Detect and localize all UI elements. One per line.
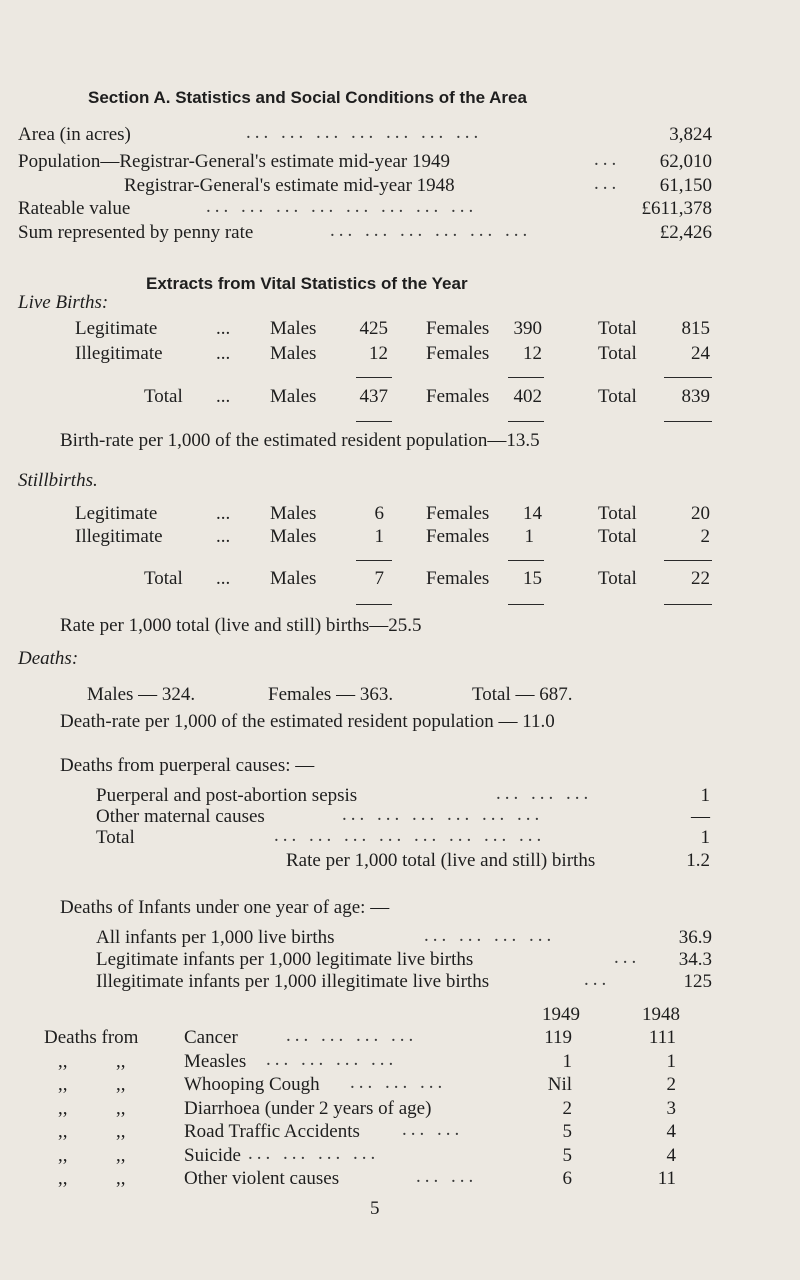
leader-dots: ... ... ... (350, 1072, 447, 1093)
birth-rate: Birth-rate per 1,000 of the estimated resident population—13.5 (60, 430, 540, 451)
penny-rate-value: £2,426 (659, 222, 712, 243)
leader-dots: ... ... ... ... (248, 1142, 380, 1164)
sum-rule (356, 604, 392, 605)
cause-1948-value: 111 (648, 1027, 676, 1048)
sum-rule (664, 377, 712, 378)
total-label: Total (598, 386, 637, 407)
sum-rule (508, 560, 544, 561)
ditto-mark: ,, (116, 1144, 126, 1166)
year-1948-header: 1948 (642, 1004, 680, 1025)
live-total-label: Total (144, 386, 183, 407)
males-label: Males (270, 568, 317, 589)
ditto-mark: ,, (116, 1050, 126, 1072)
ditto-mark: ,, (58, 1097, 68, 1119)
population-label: Population—Registrar-General's estimate mid-year 1949 (18, 151, 451, 172)
cause-1949-value: 5 (562, 1144, 572, 1166)
cause-label: Measles (184, 1050, 247, 1072)
live-legit-males: 425 (359, 318, 388, 339)
females-label: Females (426, 318, 490, 339)
infants-heading: Deaths of Infants under one year of age: — (60, 897, 390, 918)
other-maternal-label: Other maternal causes (96, 806, 265, 827)
population-1948-label: Registrar-General's estimate mid-year 1948 (124, 175, 455, 196)
ditto-mark: ,, (116, 1074, 126, 1095)
leader-dots: ... (584, 969, 611, 990)
sum-rule (508, 604, 544, 605)
live-births-heading: Live Births: (18, 292, 109, 313)
deaths-from-prefix: Deaths from (44, 1027, 139, 1048)
ditto-mark: ,, (116, 1097, 126, 1119)
leader-dots: ... ... ... ... (286, 1025, 418, 1046)
ditto-mark: ,, (58, 1121, 68, 1142)
puerperal-rate-value: 1.2 (686, 850, 710, 871)
legit-infants-label: Legitimate infants per 1,000 legitimate live births (96, 949, 474, 970)
still-legit-label: Legitimate (75, 503, 158, 524)
cause-1948-value: 1 (666, 1050, 676, 1072)
cause-1949-value: Nil (547, 1074, 572, 1095)
all-infants-label: All infants per 1,000 live births (96, 927, 335, 948)
males-label: Males (270, 318, 317, 339)
females-label: Females (426, 526, 490, 547)
total-label: Total (598, 503, 637, 524)
population-1948-value: 61,150 (659, 175, 712, 196)
leader-dots: ... (594, 149, 621, 170)
sum-rule (356, 421, 392, 422)
ditto-mark: ,, (58, 1168, 68, 1189)
live-total-total: 839 (681, 386, 710, 407)
illegit-infants-value: 125 (683, 971, 712, 992)
live-total-females: 402 (513, 386, 542, 407)
females-label: Females (426, 386, 490, 407)
still-total-label: Total (144, 568, 183, 589)
males-label: Males (270, 526, 317, 547)
leader-dots: ... (614, 947, 641, 968)
ellipsis: ... (216, 526, 231, 547)
ditto-mark: ,, (116, 1168, 126, 1189)
still-illegit-females: 1 (524, 526, 534, 547)
still-legit-females: 14 (523, 503, 542, 524)
death-rate: Death-rate per 1,000 of the estimated resident population — 11.0 (60, 711, 555, 732)
total-label: Total (598, 343, 637, 364)
cause-label: Other violent causes (184, 1168, 340, 1189)
total-label: Total (598, 318, 637, 339)
puerperal-total-value: 1 (700, 827, 710, 848)
stillbirths-heading: Stillbirths. (18, 470, 98, 491)
leader-dots: ... ... ... ... ... ... ... ... (274, 825, 546, 846)
cause-1948-value: 11 (657, 1168, 676, 1189)
ditto-mark: ,, (58, 1074, 68, 1095)
deaths-females: Females — 363. (268, 684, 394, 705)
cause-1949-value: 5 (562, 1121, 572, 1142)
deaths-total: Total — 687. (472, 684, 573, 705)
deaths-heading: Deaths: (18, 648, 79, 669)
cause-label: Whooping Cough (184, 1074, 320, 1095)
section-heading: Section A. Statistics and Social Conditions of the Area (88, 88, 527, 107)
sum-rule (356, 560, 392, 561)
ditto-mark: ,, (58, 1144, 68, 1166)
cause-1948-value: 4 (666, 1121, 676, 1142)
leader-dots: ... ... (402, 1119, 464, 1140)
penny-rate-label: Sum represented by penny rate (18, 222, 254, 243)
leader-dots: ... ... ... ... ... ... ... (246, 122, 483, 143)
cause-1949-value: 1 (562, 1050, 572, 1072)
vital-statistics-heading: Extracts from Vital Statistics of the Year (146, 274, 468, 293)
rateable-label: Rateable value (18, 198, 131, 219)
live-illegit-label: Illegitimate (75, 343, 163, 364)
live-legit-total: 815 (681, 318, 710, 339)
deaths-males: Males — 324. (87, 684, 196, 705)
live-illegit-males: 12 (369, 343, 388, 364)
leader-dots: ... ... ... ... ... ... (330, 220, 532, 241)
leader-dots: ... ... ... (496, 783, 593, 804)
live-legit-females: 390 (513, 318, 542, 339)
ellipsis: ... (216, 568, 231, 589)
all-infants-value: 36.9 (678, 927, 712, 948)
puerperal-total-label: Total (96, 827, 135, 848)
cause-label: Road Traffic Accidents (184, 1121, 360, 1142)
still-total-males: 7 (374, 568, 384, 589)
cause-label: Suicide (184, 1144, 241, 1166)
males-label: Males (270, 386, 317, 407)
leader-dots: ... ... (416, 1166, 478, 1187)
puerperal-heading: Deaths from puerperal causes: — (60, 755, 315, 776)
leader-dots: ... ... ... ... ... ... (342, 804, 544, 825)
ellipsis: ... (216, 503, 231, 524)
still-legit-males: 6 (374, 503, 384, 524)
still-total-total: 22 (691, 568, 710, 589)
cause-1948-value: 3 (666, 1097, 676, 1119)
area-value: 3,824 (669, 124, 712, 145)
males-label: Males (270, 343, 317, 364)
live-illegit-females: 12 (523, 343, 542, 364)
sum-rule (356, 377, 392, 378)
sepsis-value: 1 (700, 785, 710, 806)
total-label: Total (598, 526, 637, 547)
cause-label: Diarrhoea (under 2 years of age) (184, 1097, 432, 1119)
total-label: Total (598, 568, 637, 589)
still-illegit-label: Illegitimate (75, 526, 163, 547)
still-legit-total: 20 (691, 503, 710, 524)
ellipsis: ... (216, 386, 231, 407)
illegit-infants-label: Illegitimate infants per 1,000 illegitimate live births (96, 971, 490, 992)
cause-label: Cancer (184, 1027, 238, 1048)
females-label: Females (426, 343, 490, 364)
males-label: Males (270, 503, 317, 524)
other-maternal-value: — (691, 806, 710, 827)
females-label: Females (426, 503, 490, 524)
area-label: Area (in acres) (18, 124, 131, 145)
sepsis-label: Puerperal and post-abortion sepsis (96, 785, 358, 806)
ditto-mark: ,, (58, 1050, 68, 1072)
sum-rule (508, 377, 544, 378)
year-1949-header: 1949 (542, 1004, 580, 1025)
females-label: Females (426, 568, 490, 589)
leader-dots: ... (594, 173, 621, 194)
cause-1948-value: 4 (666, 1144, 676, 1166)
puerperal-rate-label: Rate per 1,000 total (live and still) births (286, 850, 596, 871)
live-illegit-total: 24 (691, 343, 710, 364)
still-illegit-total: 2 (700, 526, 710, 547)
legit-infants-value: 34.3 (678, 949, 712, 970)
sum-rule (664, 421, 712, 422)
leader-dots: ... ... ... ... ... ... ... ... (206, 196, 478, 217)
cause-1949-value: 2 (562, 1097, 572, 1119)
still-illegit-males: 1 (374, 526, 384, 547)
rateable-value: £611,378 (641, 198, 712, 219)
live-total-males: 437 (359, 386, 388, 407)
page-number: 5 (370, 1198, 380, 1219)
live-legit-label: Legitimate (75, 318, 158, 339)
cause-1948-value: 2 (666, 1074, 676, 1095)
population-1949-value: 62,010 (659, 151, 712, 172)
sum-rule (664, 604, 712, 605)
sum-rule (508, 421, 544, 422)
still-total-females: 15 (523, 568, 542, 589)
ellipsis: ... (216, 343, 231, 364)
leader-dots: ... ... ... ... (266, 1048, 398, 1070)
ellipsis: ... (216, 318, 231, 339)
cause-1949-value: 119 (544, 1027, 572, 1048)
sum-rule (664, 560, 712, 561)
leader-dots: ... ... ... ... (424, 925, 556, 946)
cause-1949-value: 6 (562, 1168, 572, 1189)
stillbirth-rate: Rate per 1,000 total (live and still) births—25.5 (60, 615, 422, 636)
ditto-mark: ,, (116, 1121, 126, 1142)
